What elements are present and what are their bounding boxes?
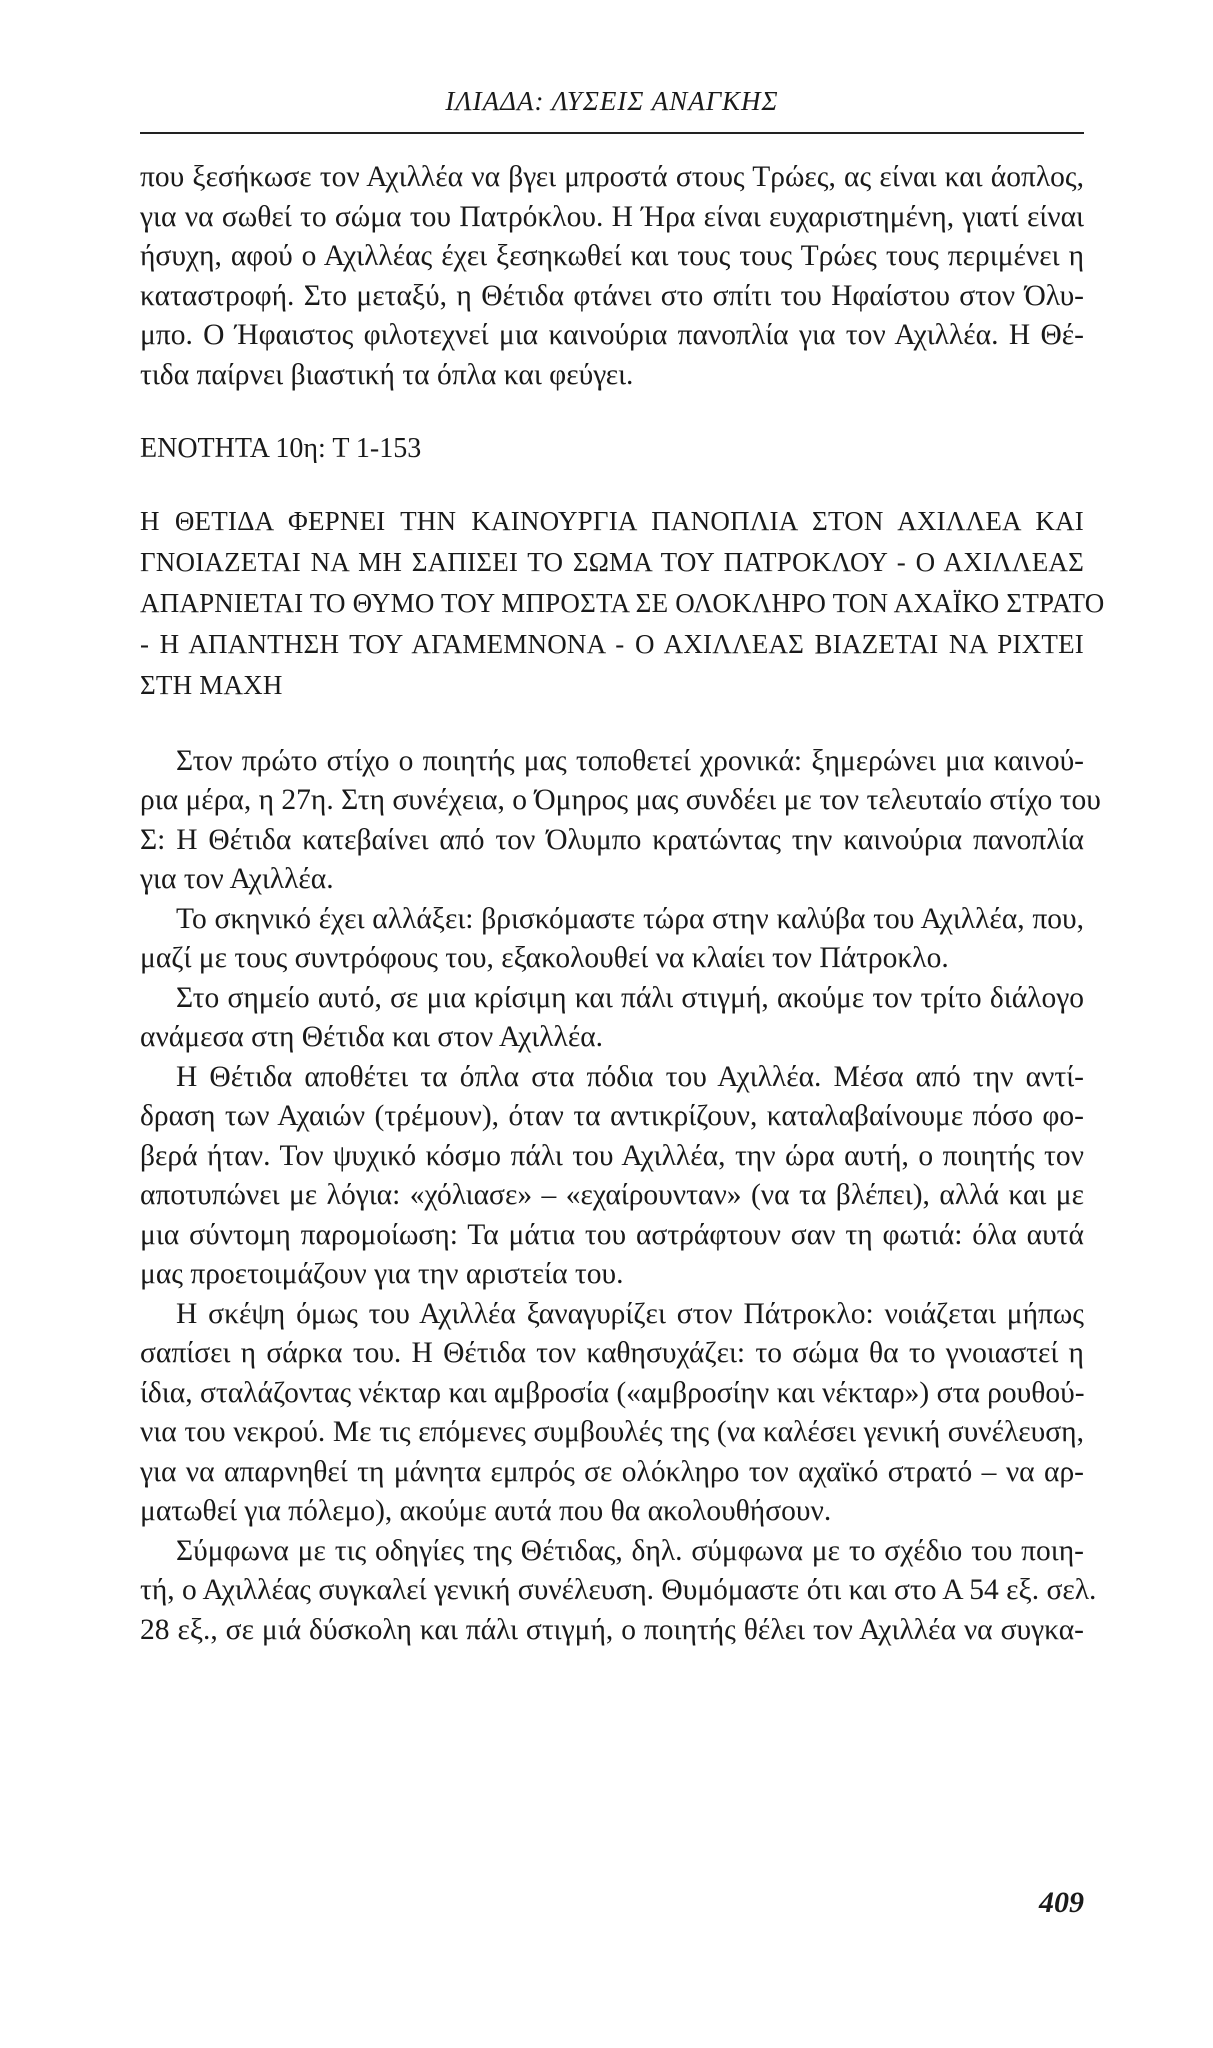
text-line: ρια μέρα, η 27η. Στη συνέχεια, ο Όμηρος μας συνδέει με τον τελευταίο στίχο του (140, 784, 1101, 816)
summary-line: ΣΤΗ ΜΑΧΗ (140, 669, 283, 700)
paragraph (140, 1295, 1084, 1532)
text-line: Η Θέτιδα αποθέτει τα όπλα στα πόδια του Αχιλλέα. Μέσα από την αντί- (176, 1060, 1084, 1093)
text-line: για τον Αχιλλέα. (140, 863, 334, 895)
text-line: Σ: Η Θέτιδα κατεβαίνει από τον Όλυμπο κρατώντας την καινούρια πανοπλία (140, 823, 1084, 856)
header-rule (140, 132, 1084, 134)
body-text (140, 158, 1105, 1650)
text-line: ίδια, σταλάζοντας νέκταρ και αμβροσία («αμβροσίην και νέκταρ») στα ρουθού- (140, 1376, 1085, 1409)
text-line: 28 εξ., σε μιά δύσκολη και πάλι στιγμή, ο ποιητής θέλει τον Αχιλλέα να συγκα- (140, 1613, 1084, 1646)
text-line: μαζί με τους συντρόφους του, εξακολουθεί να κλαίει τον Πάτροκλο. (140, 942, 949, 974)
spacer (140, 706, 1084, 742)
text-line: αποτυπώνει με λόγια: «χόλιασε» – «εχαίρουνταν» (να τα βλέπει), αλλά και με (140, 1179, 1084, 1211)
paragraph (140, 900, 1084, 979)
text-line: νια του νεκρού. Με τις επόμενες συμβουλές της (να καλέσει γενική συνέλευση, (140, 1416, 1084, 1448)
text-line: Σύμφωνα με τις οδηγίες της Θέτιδας, δηλ. σύμφωνα με το σχέδιο του ποιη- (176, 1534, 1084, 1567)
text-line: Στον πρώτο στίχο ο ποιητής μας τοποθετεί χρονικά: ξημερώνει μια καινού- (176, 744, 1084, 777)
text-line: Στο σημείο αυτό, σε μια κρίσιμη και πάλι στιγμή, ακούμε τον τρίτο διάλογο (176, 981, 1084, 1014)
text-line: για να σωθεί το σώμα του Πατρόκλου. Η Ήρα είναι ευχαριστημένη, γιατί είναι (140, 200, 1084, 233)
text-line: τιδα παίρνει βιαστική τα όπλα και φεύγει. (140, 358, 634, 391)
section-summary (140, 501, 1105, 706)
summary-line: Η ΘΕΤΙΔΑ ΦΕΡΝΕΙ ΤΗΝ ΚΑΙΝΟΥΡΓΙΑ ΠΑΝΟΠΛΙΑ ΣΤΟΝ ΑΧΙΛΛΕΑ ΚΑΙ (140, 505, 1084, 536)
text-line: καταστροφή. Στο μεταξύ, η Θέτιδα φτάνει στο σπίτι του Ηφαίστου στον Όλυ- (140, 279, 1084, 312)
text-line: δραση των Αχαιών (τρέμουν), όταν τα αντικρίζουν, καταλαβαίνουμε πόσο φο- (140, 1100, 1084, 1132)
text-line: ανάμεσα στη Θέτιδα και στον Αχιλλέα. (140, 1021, 604, 1053)
text-line: τή, ο Αχιλλέας συγκαλεί γενική συνέλευση. Θυμόμαστε ότι και στο Α 54 εξ. σελ. (140, 1574, 1097, 1606)
intro-paragraph (140, 158, 1084, 395)
summary-line: ΑΠΑΡΝΙΕΤΑΙ ΤΟ ΘΥΜΟ ΤΟΥ ΜΠΡΟΣΤΑ ΣΕ ΟΛΟΚΛΗΡΟ ΤΟΝ ΑΧΑΪΚΟ ΣΤΡΑΤΟ (140, 587, 1105, 618)
text-line: μια σύντομη παρομοίωση: Τα μάτια του αστράφτουν σαν τη φωτιά: όλα αυτά (140, 1218, 1084, 1251)
text-line: μπο. Ο Ήφαιστος φιλοτεχνεί μια καινούρια πανοπλία για τον Αχιλλέα. Η Θέ- (140, 319, 1084, 351)
summary-line: ΓΝΟΙΑΖΕΤΑΙ ΝΑ ΜΗ ΣΑΠΙΣΕΙ ΤΟ ΣΩΜΑ ΤΟΥ ΠΑΤΡΟΚΛΟΥ - Ο ΑΧΙΛΛΕΑΣ (140, 546, 1084, 577)
text-line: σαπίσει η σάρκα του. Η Θέτιδα τον καθησυχάζει: το σώμα θα το γνοιαστεί η (140, 1337, 1084, 1369)
text-line: Η σκέψη όμως του Αχιλλέα ξαναγυρίζει στον Πάτροκλο: νοιάζεται μήπως (176, 1297, 1084, 1330)
running-head-title: ΙΛΙΑΔΑ: ΛΥΣΕΙΣ ΑΝΑΓΚΗΣ (445, 86, 779, 116)
text-line: ήσυχη, αφού ο Αχιλλέας έχει ξεσηκωθεί και τους τους Τρώες τους περιμένει η (140, 240, 1084, 272)
section-heading: ΕΝΟΤΗΤΑ 10η: Τ 1-153 (140, 433, 422, 464)
paragraph (140, 742, 1101, 900)
text-line: Το σκηνικό έχει αλλάξει: βρισκόμαστε τώρα στην καλύβα του Αχιλλέα, που, (176, 902, 1084, 935)
text-line: μας προετοιμάζουν για την αριστεία του. (140, 1258, 624, 1290)
text-line: για να απαρνηθεί τη μάνητα εμπρός σε ολόκληρο τον αχαϊκό στρατό – να αρ- (140, 1455, 1084, 1488)
paragraph (140, 979, 1084, 1058)
text-line: ματωθεί για πόλεμο), ακούμε αυτά που θα ακολουθήσουν. (140, 1495, 832, 1527)
paragraph (140, 1058, 1084, 1295)
paragraph (140, 1532, 1097, 1651)
text-line: βερά ήταν. Τον ψυχικό κόσμο πάλι του Αχιλλέα, την ώρα αυτή, ο ποιητής τον (140, 1139, 1084, 1172)
page-number: 409 (1039, 1886, 1084, 1919)
summary-line: - Η ΑΠΑΝΤΗΣΗ ΤΟΥ ΑΓΑΜΕΜΝΟΝΑ - Ο ΑΧΙΛΛΕΑΣ ΒΙΑΖΕΤΑΙ ΝΑ ΡΙΧΤΕΙ (140, 628, 1084, 659)
text-line: που ξεσήκωσε τον Αχιλλέα να βγει μπροστά στους Τρώες, ας είναι και άοπλος, (140, 161, 1084, 193)
